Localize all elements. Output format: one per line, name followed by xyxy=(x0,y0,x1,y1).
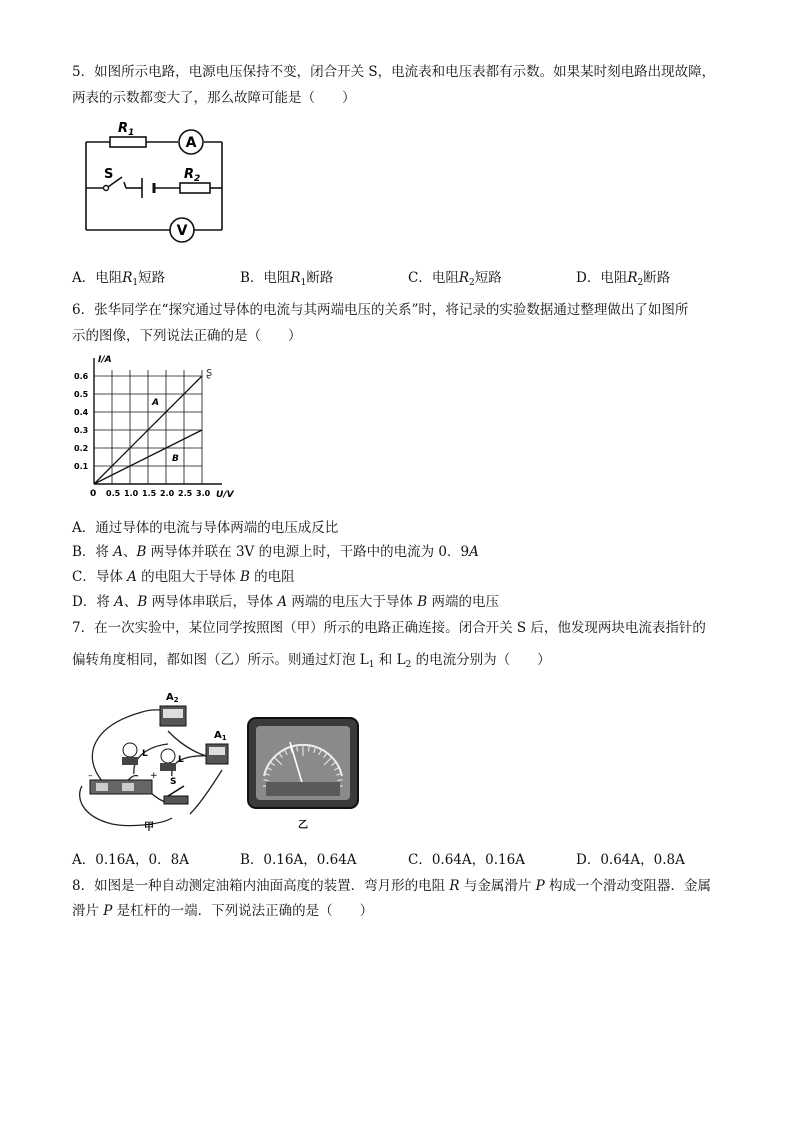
q5-stem-line1: 5．如图所示电路，电源电压保持不变，闭合开关 S，电流表和电压表都有示数。如果某时刻电路出现故障， xyxy=(72,64,716,80)
line-b-label: B xyxy=(172,454,179,464)
switch-label: S xyxy=(104,167,114,182)
y-tick-label: 0.3 xyxy=(74,426,89,435)
x-tick-label: 0.5 xyxy=(106,489,121,498)
q7-stem-line1: 7．在一次实验中，某位同学按照图（甲）所示的电路正确连接。闭合开关 S 后，他发现两块电流表指针的 xyxy=(72,620,706,636)
q7-option-a[interactable]: A．0.16A，0．8A xyxy=(72,852,189,868)
y-tick-label: 0.6 xyxy=(74,372,89,381)
a2-label: $A_2$ xyxy=(166,692,179,704)
bulb-l1 xyxy=(160,749,176,771)
q5-option-c[interactable]: C．电阻$R_2$短路 xyxy=(408,270,502,288)
fig-jia-caption: 甲 xyxy=(144,822,154,833)
x-tick-label: 1.0 xyxy=(124,489,139,498)
q5-option-d[interactable]: D．电阻$R_2$断路 xyxy=(576,270,671,288)
q6-option-c[interactable]: C．导体 A 的电阻大于导体 B 的电阻 xyxy=(72,569,295,585)
y-tick-label: 0.4 xyxy=(74,408,89,417)
q6-option-d[interactable]: D．将 A、B 两导体串联后，导体 A 两端的电压大于导体 B 两端的电压 xyxy=(72,594,499,610)
x-tick-label: 1.5 xyxy=(142,489,157,498)
ammeter-label: A xyxy=(185,135,197,151)
q7-stem-line2: 偏转角度相同，都如图（乙）所示。则通过灯泡 $L_1$ 和 $L_2$ 的电流分别为（ ） xyxy=(72,652,551,670)
q6-stem-line2: 示的图像，下列说法正确的是（ ） xyxy=(72,328,302,344)
q6-option-b[interactable]: B．将 A、B 两导体并联在 3V 的电源上时，干路中的电流为 0．9A xyxy=(72,544,479,560)
q8-stem-line1: 8．如图是一种自动测定油箱内油面高度的装置．弯月形的电阻 R 与金属滑片 P 构成一个滑动变阻器．金属 xyxy=(72,878,712,894)
q7-figure-yi-ammeter-dial xyxy=(246,716,360,834)
bulb-l2 xyxy=(122,743,138,765)
origin-label: 0 xyxy=(90,489,97,499)
x-axis-label: U/V xyxy=(216,490,234,500)
y-tick-label: 0.1 xyxy=(74,462,89,471)
q6-option-a[interactable]: A．通过导体的电流与导体两端的电压成反比 xyxy=(72,520,339,536)
y-tick-label: 0.2 xyxy=(74,444,89,453)
svg-text:+: + xyxy=(150,771,158,781)
ammeter-a1 xyxy=(206,744,228,764)
battery-pack xyxy=(88,771,158,794)
q6-iu-graph xyxy=(72,352,242,502)
s-label: S xyxy=(170,777,177,787)
r2-label: $R_2$ xyxy=(184,167,201,184)
q5-stem-line2: 两表的示数都变大了，那么故障可能是（ ） xyxy=(72,90,356,106)
q6-stem-line1: 6．张华同学在“探究通过导体的电流与其两端电压的关系”时，将记录的实验数据通过整理做出了如图所 xyxy=(72,302,689,318)
q5-circuit-diagram xyxy=(78,116,230,246)
x-tick-label: 2.5 xyxy=(178,489,193,498)
x-tick-label: 2.0 xyxy=(160,489,175,498)
q5-option-b[interactable]: B．电阻$R_1$断路 xyxy=(240,270,334,288)
q7-option-c[interactable]: C．0.64A，0.16A xyxy=(408,852,525,868)
q7-figure-jia-circuit xyxy=(72,686,242,834)
ammeter-a2 xyxy=(160,706,186,726)
fig-yi-caption: 乙 xyxy=(298,820,308,831)
y-axis-label: I/A xyxy=(98,355,112,365)
a1-label: $A_1$ xyxy=(214,730,227,742)
x-tick-label: 3.0 xyxy=(196,489,211,498)
l2-label: L xyxy=(142,749,148,759)
voltmeter-label: V xyxy=(176,223,188,239)
q7-option-d[interactable]: D．0.64A，0.8A xyxy=(576,852,685,868)
q5-option-a[interactable]: A．电阻$R_1$短路 xyxy=(72,270,166,288)
graph-corner-mark: ʂ xyxy=(206,365,213,379)
svg-text:–: – xyxy=(88,771,93,781)
q8-stem-line2: 滑片 P 是杠杆的一端．下列说法正确的是（ ） xyxy=(72,903,374,919)
switch-s xyxy=(164,786,188,804)
q7-option-b[interactable]: B．0.16A，0.64A xyxy=(240,852,357,868)
r1-resistor xyxy=(110,137,146,147)
l1-label: L xyxy=(178,755,184,765)
y-tick-label: 0.5 xyxy=(74,390,89,399)
r2-resistor xyxy=(180,183,210,193)
line-a-label: A xyxy=(152,398,159,408)
r1-label: $R_1$ xyxy=(118,121,135,138)
